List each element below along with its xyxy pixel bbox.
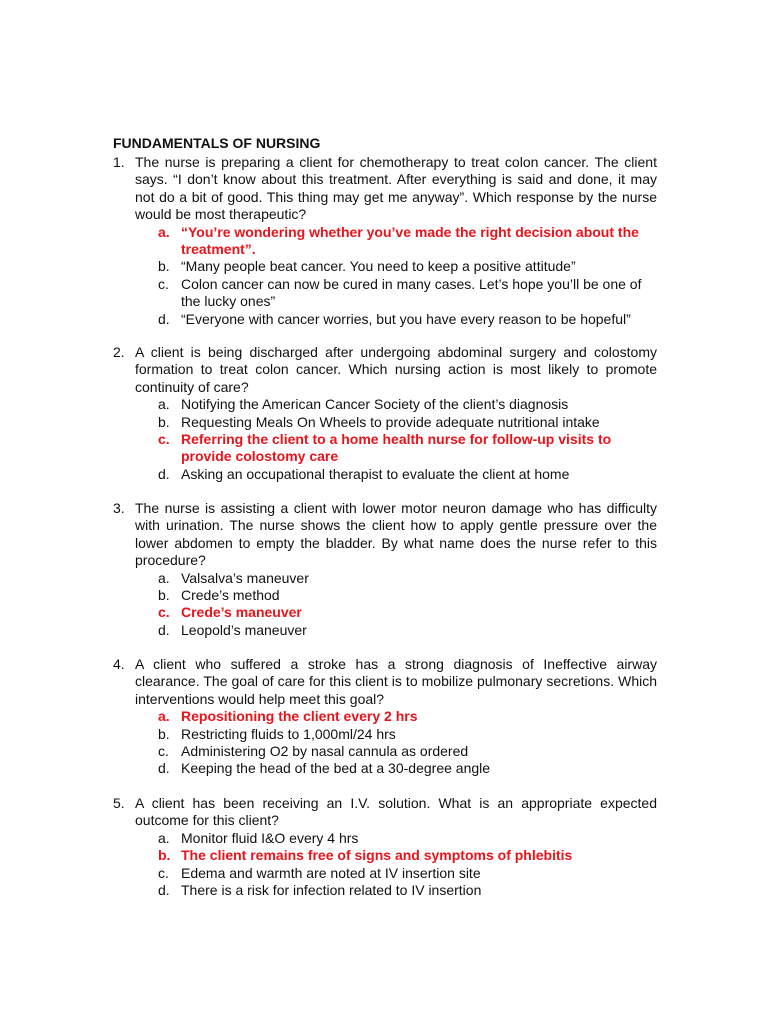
question-number: 4.: [113, 656, 125, 672]
option-text: Crede’s method: [181, 587, 280, 604]
question-5: [113, 795, 657, 899]
option-letter: d.: [158, 621, 170, 638]
option-letter: d.: [158, 465, 170, 482]
question-stem: [113, 154, 657, 224]
answer-options: [113, 708, 657, 778]
option-text: Repositioning the client every 2 hrs: [181, 708, 418, 725]
question-stem: [113, 795, 657, 830]
option-letter: a.: [158, 829, 170, 846]
option-text: Colon cancer can now be cured in many cases. Let’s hope you’ll be one of the lucky ones”: [181, 275, 642, 310]
answer-option: [158, 570, 657, 587]
answer-option: [158, 466, 657, 483]
option-letter: c.: [158, 743, 169, 760]
option-letter: b.: [158, 725, 170, 742]
answer-option: [158, 258, 657, 275]
answer-option: [158, 587, 657, 604]
question-1: [113, 154, 657, 328]
question-stem: [113, 344, 657, 396]
question-number: 2.: [113, 344, 125, 360]
option-text: “You’re wondering whether you’ve made the right decision about the treatment”.: [181, 223, 639, 258]
option-text: Leopold’s maneuver: [181, 621, 307, 638]
answer-option: [158, 396, 657, 413]
question-stem: [113, 500, 657, 570]
question-number: 3.: [113, 500, 125, 516]
option-letter: a.: [158, 708, 170, 725]
answer-options: [113, 570, 657, 640]
option-text: “Everyone with cancer worries, but you have every reason to be hopeful”: [181, 310, 631, 327]
option-text: Referring the client to a home health nurse for follow-up visits to provide colostomy care: [181, 431, 612, 465]
answer-option: [158, 708, 657, 725]
question-text: The nurse is preparing a client for chemotherapy to treat colon cancer. The client says. “I don’t know about this treatment. After everything is said and done, it may not do a bit of good. This thing may get me anyway”. Which response by the nurse would be most therapeutic?: [135, 154, 657, 223]
answer-option: [158, 311, 657, 328]
question-number: 5.: [113, 795, 125, 811]
option-letter: c.: [158, 604, 170, 621]
question-4: [113, 656, 657, 778]
option-letter: b.: [158, 258, 170, 275]
option-letter: a.: [158, 396, 170, 413]
question-text: A client who suffered a stroke has a strong diagnosis of Ineffective airway clearance. The goal of care for this client is to mobilize pulmonary secretions. Which interventions would help meet this goal?: [135, 656, 657, 707]
answer-option: [158, 726, 657, 743]
option-text: Edema and warmth are noted at IV insertion site: [181, 864, 481, 881]
option-text: Monitor fluid I&O every 4 hrs: [181, 829, 359, 846]
option-text: The client remains free of signs and symptoms of phlebitis: [181, 847, 573, 864]
answer-options: [113, 830, 657, 900]
option-letter: c.: [158, 275, 169, 292]
option-text: Crede’s maneuver: [181, 604, 302, 621]
option-text: There is a risk for infection related to IV insertion: [181, 882, 482, 899]
answer-option: [158, 847, 657, 864]
option-text: Asking an occupational therapist to evaluate the client at home: [181, 465, 570, 482]
option-letter: d.: [158, 760, 170, 777]
option-letter: b.: [158, 587, 170, 604]
answer-option: [158, 865, 657, 882]
question-number: 1.: [113, 154, 125, 170]
option-letter: a.: [158, 569, 170, 586]
answer-option: [158, 622, 657, 639]
answer-option: [158, 830, 657, 847]
option-letter: b.: [158, 413, 170, 430]
question-3: [113, 500, 657, 639]
question-text: A client has been receiving an I.V. solution. What is an appropriate expected outcome for this client?: [135, 795, 657, 829]
answer-options: [113, 224, 657, 328]
option-text: Restricting fluids to 1,000ml/24 hrs: [181, 725, 396, 742]
answer-option: [158, 743, 657, 760]
answer-option: [158, 276, 657, 311]
question-text: The nurse is assisting a client with lower motor neuron damage who has difficulty with urination. The nurse shows the client how to apply gentle pressure over the lower abdomen to empty the bladder. By what name does the nurse refer to this procedure?: [135, 500, 657, 569]
option-text: Valsalva’s maneuver: [181, 569, 309, 586]
answer-option: [158, 431, 657, 466]
option-text: Administering O2 by nasal cannula as ordered: [181, 743, 469, 760]
answer-option: [158, 760, 657, 777]
option-letter: c.: [158, 864, 169, 881]
answer-option: [158, 882, 657, 899]
option-text: Requesting Meals On Wheels to provide adequate nutritional intake: [181, 413, 600, 430]
option-letter: a.: [158, 223, 170, 240]
answer-option: [158, 604, 657, 621]
question-text: A client is being discharged after undergoing abdominal surgery and colostomy formation to treat colon cancer. Which nursing action is most likely to promote continuity of care?: [135, 344, 657, 395]
option-text: “Many people beat cancer. You need to keep a positive attitude”: [181, 258, 576, 275]
answer-option: [158, 224, 657, 259]
question-stem: [113, 656, 657, 708]
option-letter: d.: [158, 310, 170, 327]
option-text: Keeping the head of the bed at a 30-degree angle: [181, 760, 491, 777]
option-letter: c.: [158, 431, 170, 448]
option-letter: b.: [158, 847, 171, 864]
answer-options: [113, 396, 657, 483]
answer-option: [158, 414, 657, 431]
question-2: [113, 344, 657, 483]
document-title: FUNDAMENTALS OF NURSING: [113, 135, 321, 151]
option-letter: d.: [158, 882, 170, 899]
option-text: Notifying the American Cancer Society of the client’s diagnosis: [181, 396, 569, 413]
